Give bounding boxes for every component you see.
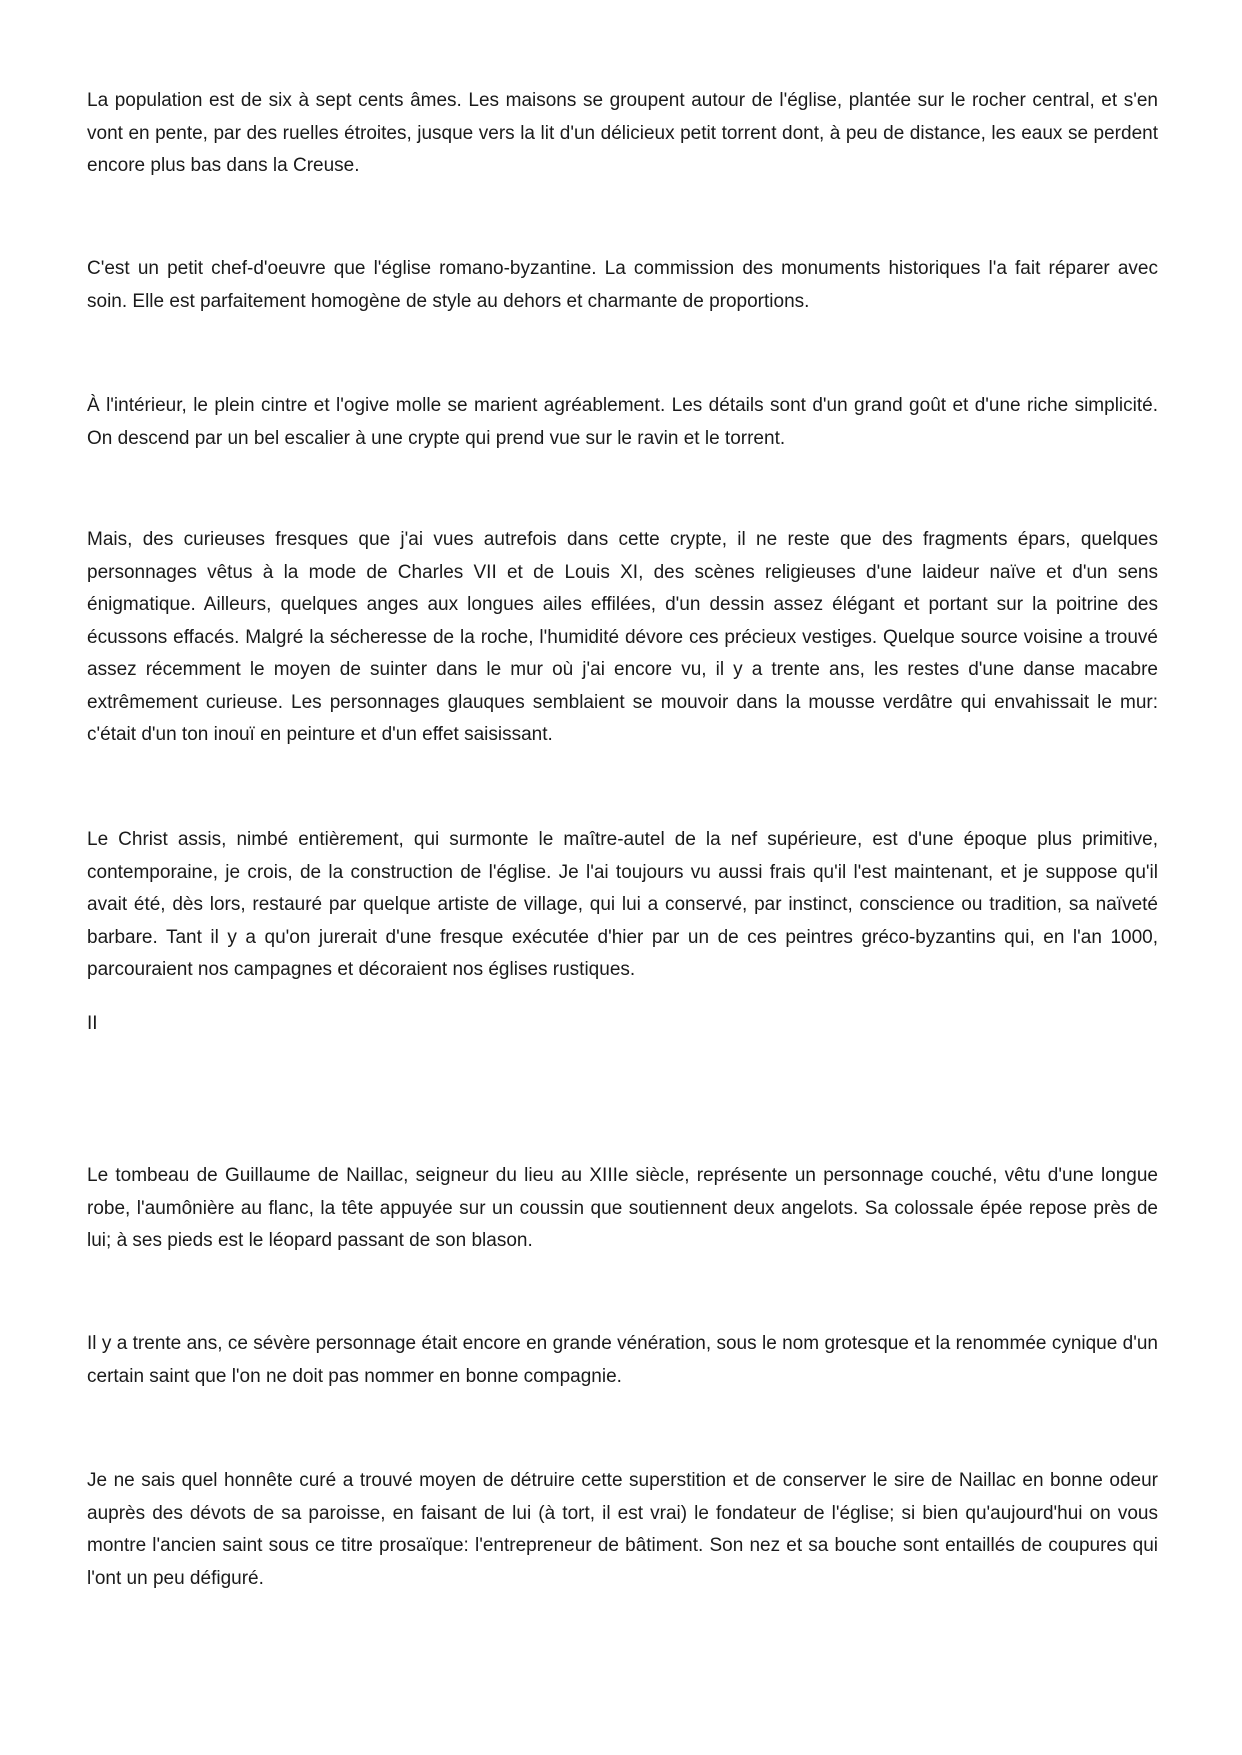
section-heading: II: [87, 1013, 98, 1034]
paragraph-tomb: Le tombeau de Guillaume de Naillac, seigneur du lieu au XIIIe siècle, représente un personnage couché, vêtu d'une longue robe, l'aumônière au flanc, la tête appuyée sur un coussin que soutiennent deux angelots. Sa colossale épée repose près de lui; à ses pieds est le léopard passant de son blason.: [87, 1165, 1158, 1251]
paragraph-veneration: Il y a trente ans, ce sévère personnage était encore en grande vénération, sous le nom grotesque et la renommée cynique d'un certain saint que l'on ne doit pas nommer en bonne compagnie.: [87, 1333, 1158, 1387]
paragraph-population: La population est de six à sept cents âmes. Les maisons se groupent autour de l'église, plantée sur le rocher central, et s'en vont en pente, par des ruelles étroites, jusque vers la lit d'un délicieux petit torrent dont, à peu de distance, les eaux se perdent encore plus bas dans la Creuse.: [87, 90, 1158, 176]
paragraph-interior: À l'intérieur, le plein cintre et l'ogive molle se marient agréablement. Les détails sont d'un grand goût et d'une riche simplicité. On descend par un bel escalier à une crypte qui prend vue sur le ravin et le torrent.: [87, 395, 1158, 449]
paragraph-church: C'est un petit chef-d'oeuvre que l'église romano-byzantine. La commission des monuments historiques l'a fait réparer avec soin. Elle est parfaitement homogène de style au dehors et charmante de proportions.: [87, 258, 1158, 312]
paragraph-christ: Le Christ assis, nimbé entièrement, qui surmonte le maître-autel de la nef supérieure, est d'une époque plus primitive, contemporaine, je crois, de la construction de l'église. Je l'ai toujours vu aussi frais qu'il l'est maintenant, et je suppose qu'il avait été, dès lors, restauré par quelque artiste de village, qui lui a conservé, par instinct, conscience ou tradition, sa naïveté barbare. Tant il y a qu'on jurerait d'une fresque exécutée d'hier par un de ces peintres gréco-byzantins qui, en l'an 1000, parcouraient nos campagnes et décoraient nos églises rustiques.: [87, 829, 1158, 980]
paragraph-cure: Je ne sais quel honnête curé a trouvé moyen de détruire cette superstition et de conserver le sire de Naillac en bonne odeur auprès des dévots de sa paroisse, en faisant de lui (à tort, il est vrai) le fondateur de l'église; si bien qu'aujourd'hui on vous montre l'ancien saint sous ce titre prosaïque: l'entrepreneur de bâtiment. Son nez et sa bouche sont entaillés de coupures qui l'ont un peu défiguré.: [87, 1470, 1158, 1589]
paragraph-frescoes: Mais, des curieuses fresques que j'ai vues autrefois dans cette crypte, il ne reste que des fragments épars, quelques personnages vêtus à la mode de Charles VII et de Louis XI, des scènes religieuses d'une laideur naïve et d'un sens énigmatique. Ailleurs, quelques anges aux longues ailes effilées, d'un dessin assez élégant et portant sur la poitrine des écussons effacés. Malgré la sécheresse de la roche, l'humidité dévore ces précieux vestiges. Quelque source voisine a trouvé assez récemment le moyen de suinter dans le mur où j'ai encore vu, il y a trente ans, les restes d'une danse macabre extrêmement curieuse. Les personnages glauques semblaient se mouvoir dans la mousse verdâtre qui envahissait le mur: c'était d'un ton inouï en peinture et d'un effet saisissant.: [87, 529, 1158, 745]
